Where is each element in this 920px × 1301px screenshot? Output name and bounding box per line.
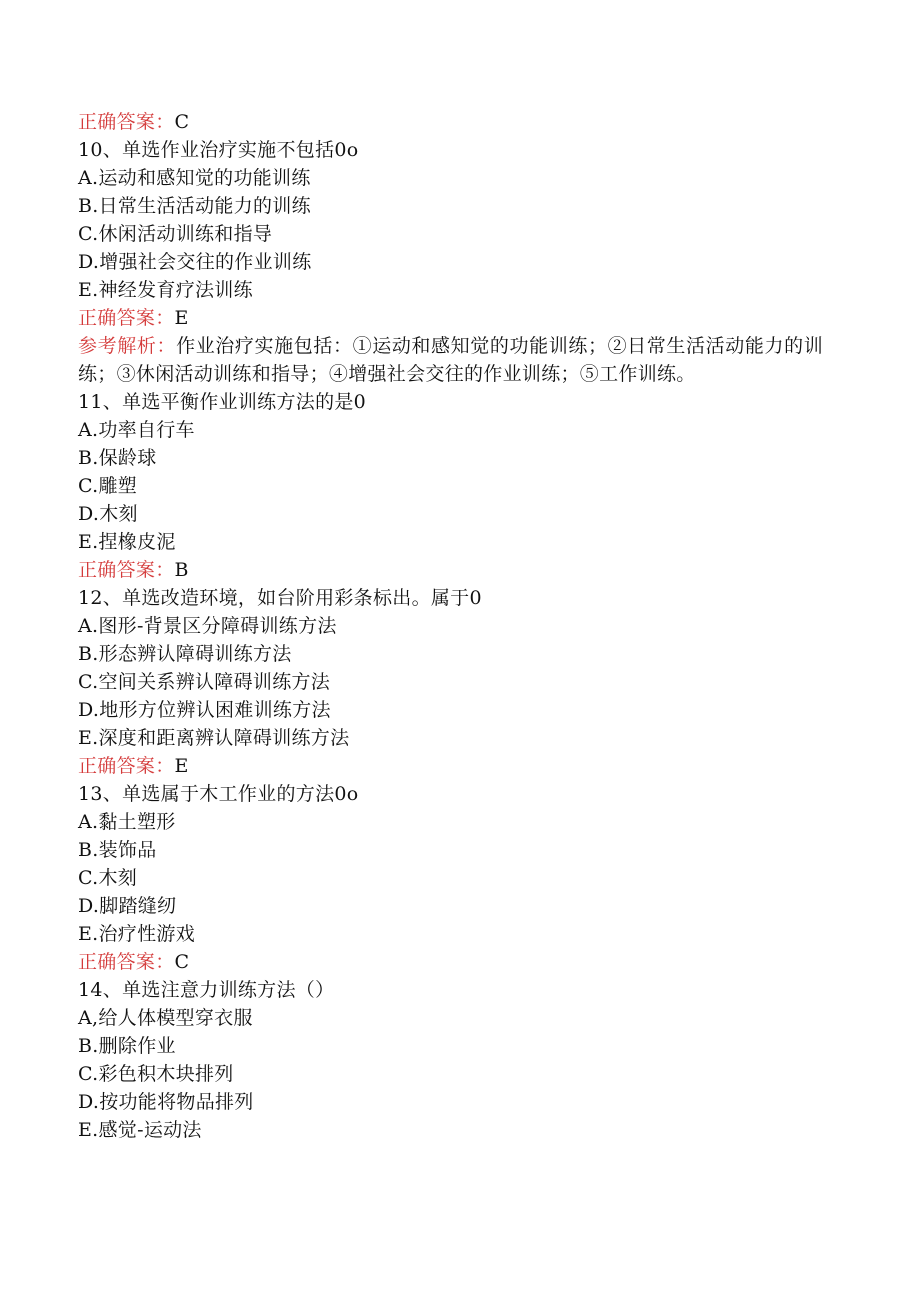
option-a: A.功率自行车 xyxy=(78,419,195,441)
question-stem: 14、单选注意力训练方法（） xyxy=(78,979,335,1001)
analysis-paragraph xyxy=(78,332,823,388)
question-stem: 13、单选属于木工作业的方法0o xyxy=(78,783,359,805)
answer-value: C xyxy=(174,951,190,973)
option-e: E.感觉-运动法 xyxy=(78,1119,202,1141)
option-b: B.删除作业 xyxy=(78,1035,176,1057)
option-c: C.休闲活动训练和指导 xyxy=(78,223,273,245)
answer-value: E xyxy=(174,755,189,777)
option-e: E.深度和距离辨认障碍训练方法 xyxy=(78,727,350,749)
option-a: A.图形-背景区分障碍训练方法 xyxy=(78,615,337,637)
option-e: E.捏橡皮泥 xyxy=(78,531,176,553)
option-c: C.彩色积木块排列 xyxy=(78,1063,234,1085)
answer-value: B xyxy=(174,559,189,581)
option-d: D.脚踏缝纫 xyxy=(78,895,177,917)
answer-label: 正确答案： xyxy=(78,307,175,329)
question-stem: 11、单选平衡作业训练方法的是0 xyxy=(78,391,367,413)
answer-line xyxy=(78,108,823,136)
question-stem: 10、单选作业治疗实施不包括0o xyxy=(78,139,359,161)
option-d: D.按功能将物品排列 xyxy=(78,1091,254,1113)
option-e: E.治疗性游戏 xyxy=(78,923,196,945)
option-c: C.空间关系辨认障碍训练方法 xyxy=(78,671,331,693)
option-b: B.日常生活活动能力的训练 xyxy=(78,195,311,217)
option-a: A.黏土塑形 xyxy=(78,811,176,833)
option-b: B.保龄球 xyxy=(78,447,157,469)
answer-line xyxy=(78,556,823,584)
answer-line xyxy=(78,304,823,332)
option-a: A.运动和感知觉的功能训练 xyxy=(78,167,311,189)
option-a: A,给人体模型穿衣服 xyxy=(78,1007,253,1029)
answer-label: 正确答案： xyxy=(78,111,175,133)
option-d: D.木刻 xyxy=(78,503,138,525)
answer-line xyxy=(78,752,823,780)
analysis-label: 参考解析： xyxy=(78,335,177,357)
option-d: D.地形方位辨认困难训练方法 xyxy=(78,699,331,721)
answer-label: 正确答案： xyxy=(78,755,175,777)
question-stem: 12、单选改造环境，如台阶用彩条标出。属于0 xyxy=(78,587,482,609)
document-page xyxy=(78,108,823,1144)
option-c: C.雕塑 xyxy=(78,475,138,497)
analysis-text: 作业治疗实施包括：①运动和感知觉的功能训练；②日常生活活动能力的训练；③休闲活动训练和指导；④增强社会交往的作业训练；⑤工作训练。 xyxy=(78,335,823,385)
answer-label: 正确答案： xyxy=(78,559,175,581)
answer-line xyxy=(78,948,823,976)
option-e: E.神经发育疗法训练 xyxy=(78,279,253,301)
answer-label: 正确答案： xyxy=(78,951,175,973)
option-c: C.木刻 xyxy=(78,867,138,889)
option-b: B.装饰品 xyxy=(78,839,157,861)
option-b: B.形态辨认障碍训练方法 xyxy=(78,643,292,665)
option-d: D.增强社会交往的作业训练 xyxy=(78,251,312,273)
answer-value: C xyxy=(174,111,190,133)
answer-value: E xyxy=(174,307,189,329)
